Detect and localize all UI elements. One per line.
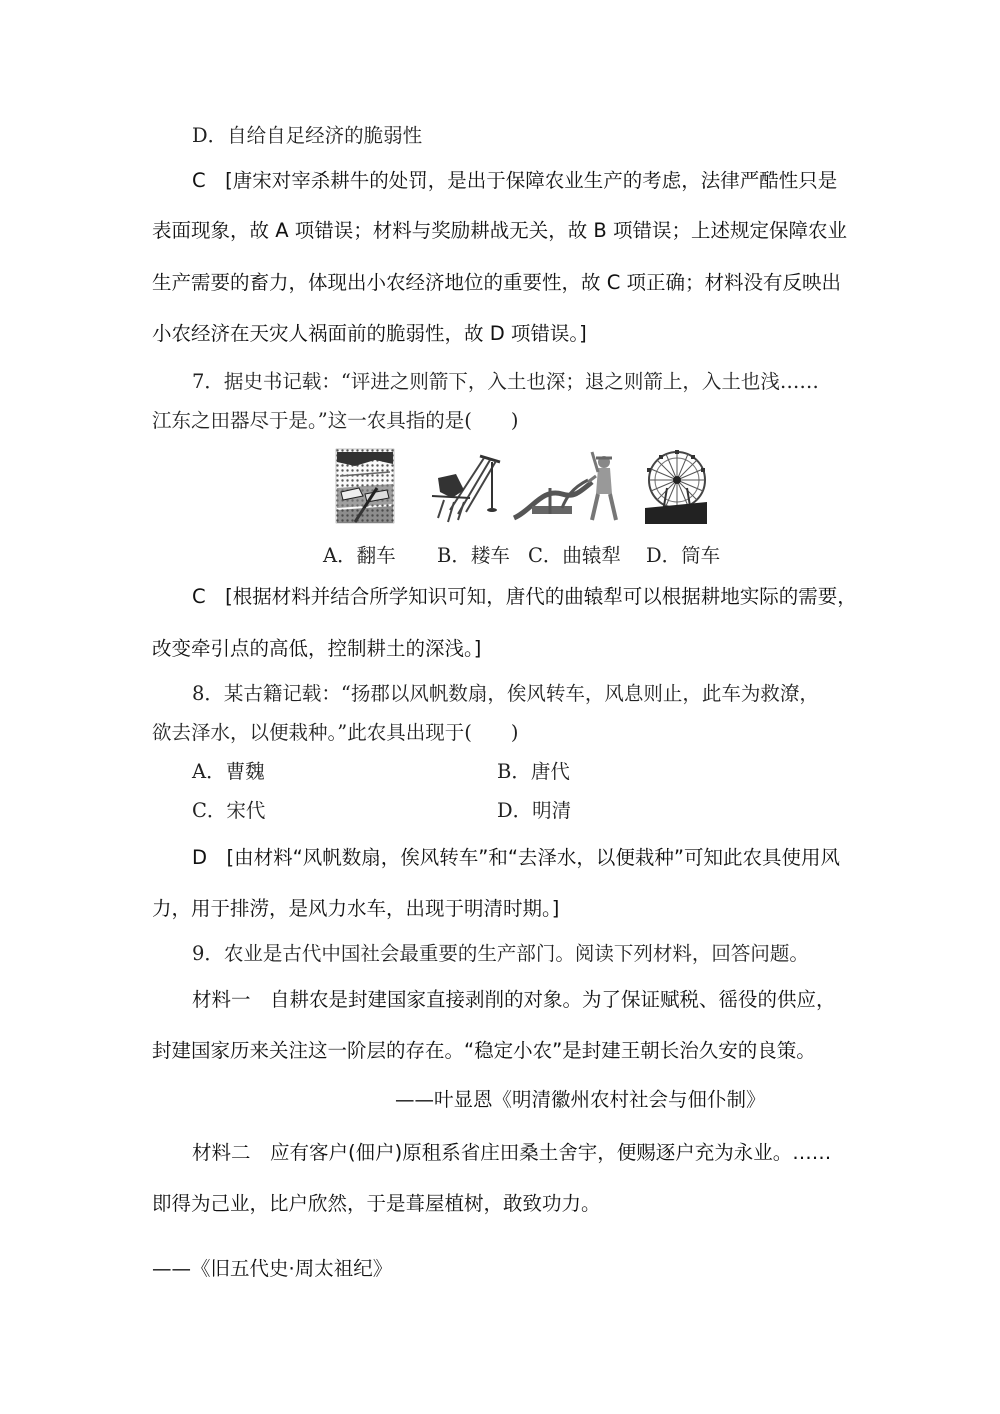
- q9-material1-line-1: 材料一 自耕农是封建国家直接剥削的对象。为了保证赋税、徭役的供应，: [192, 988, 836, 1011]
- q8-answer-line-1: D [由材料“风帆数扇，俟风转车”和“去泽水，以便栽种”可知此农具使用风: [192, 846, 841, 869]
- seed-drill-image: [430, 452, 502, 524]
- curved-shaft-plow-image: [512, 448, 622, 526]
- q6-answer-line-4: 小农经济在天灾人祸面前的脆弱性，故 D 项错误。]: [152, 322, 587, 345]
- q6-answer-line-2: 表面现象，故 A 项错误；材料与奖励耕战无关，故 B 项错误；上述规定保障农业: [152, 219, 848, 242]
- q9-stem: 9．农业是古代中国社会最重要的生产部门。阅读下列材料，回答问题。: [192, 942, 809, 965]
- q8-answer-line-2: 力，用于排涝，是风力水车，出现于明清时期。]: [152, 897, 560, 920]
- q8-option-c: C．宋代: [192, 799, 266, 822]
- figure-caption-c: C．曲辕犁: [528, 544, 621, 567]
- q9-material2-line-2: 即得为己业，比户欣然，于是葺屋植树，敢致功力。: [152, 1192, 601, 1215]
- q7-stem-line-2: 江东之田器尽于是。”这一农具指的是( ): [152, 409, 519, 432]
- overturning-wheel-image: [335, 448, 395, 524]
- q9-material1-source: ——叶显恩《明清徽州农村社会与佃仆制》: [395, 1088, 766, 1111]
- q8-option-a: A．曹魏: [192, 760, 265, 783]
- q8-stem-line-2: 欲去泽水，以便栽种。”此农具出现于( ): [152, 721, 519, 744]
- q8-option-d: D．明清: [497, 799, 572, 822]
- q8-stem-line-1: 8．某古籍记载：“扬郡以风帆数扇，俟风转车，风息则止，此车为救潦，: [192, 682, 819, 705]
- q8-option-b: B．唐代: [497, 760, 570, 783]
- q6-answer-line-1: C [唐宋对宰杀耕牛的处罚，是出于保障农业生产的考虑，法律严酷性只是: [192, 169, 838, 192]
- q9-material1-line-2: 封建国家历来关注这一阶层的存在。“稳定小农”是封建王朝长治久安的良策。: [152, 1039, 816, 1062]
- q6-option-d: D．自给自足经济的脆弱性: [192, 124, 423, 147]
- figure-caption-a: A．翻车: [323, 544, 396, 567]
- q7-figure-row: [330, 446, 730, 526]
- figure-caption-d: D．筒车: [646, 544, 721, 567]
- tube-wheel-image: [643, 448, 709, 524]
- figure-caption-b: B．耧车: [437, 544, 510, 567]
- q9-material2-line-1: 材料二 应有客户(佃户)原租系省庄田桑土舍宇，便赐逐户充为永业。……: [192, 1141, 832, 1164]
- q9-material2-source: ——《旧五代史·周太祖纪》: [152, 1257, 393, 1280]
- q7-answer-line-1: C [根据材料并结合所学知识可知，唐代的曲辕犁可以根据耕地实际的需要，: [192, 585, 857, 608]
- q7-stem-line-1: 7．据史书记载：“评进之则箭下，入土也深；退之则箭上，入土也浅……: [192, 370, 819, 393]
- q7-answer-line-2: 改变牵引点的高低，控制耕土的深浅。]: [152, 637, 482, 660]
- q6-answer-line-3: 生产需要的畜力，体现出小农经济地位的重要性，故 C 项正确；材料没有反映出: [152, 271, 842, 294]
